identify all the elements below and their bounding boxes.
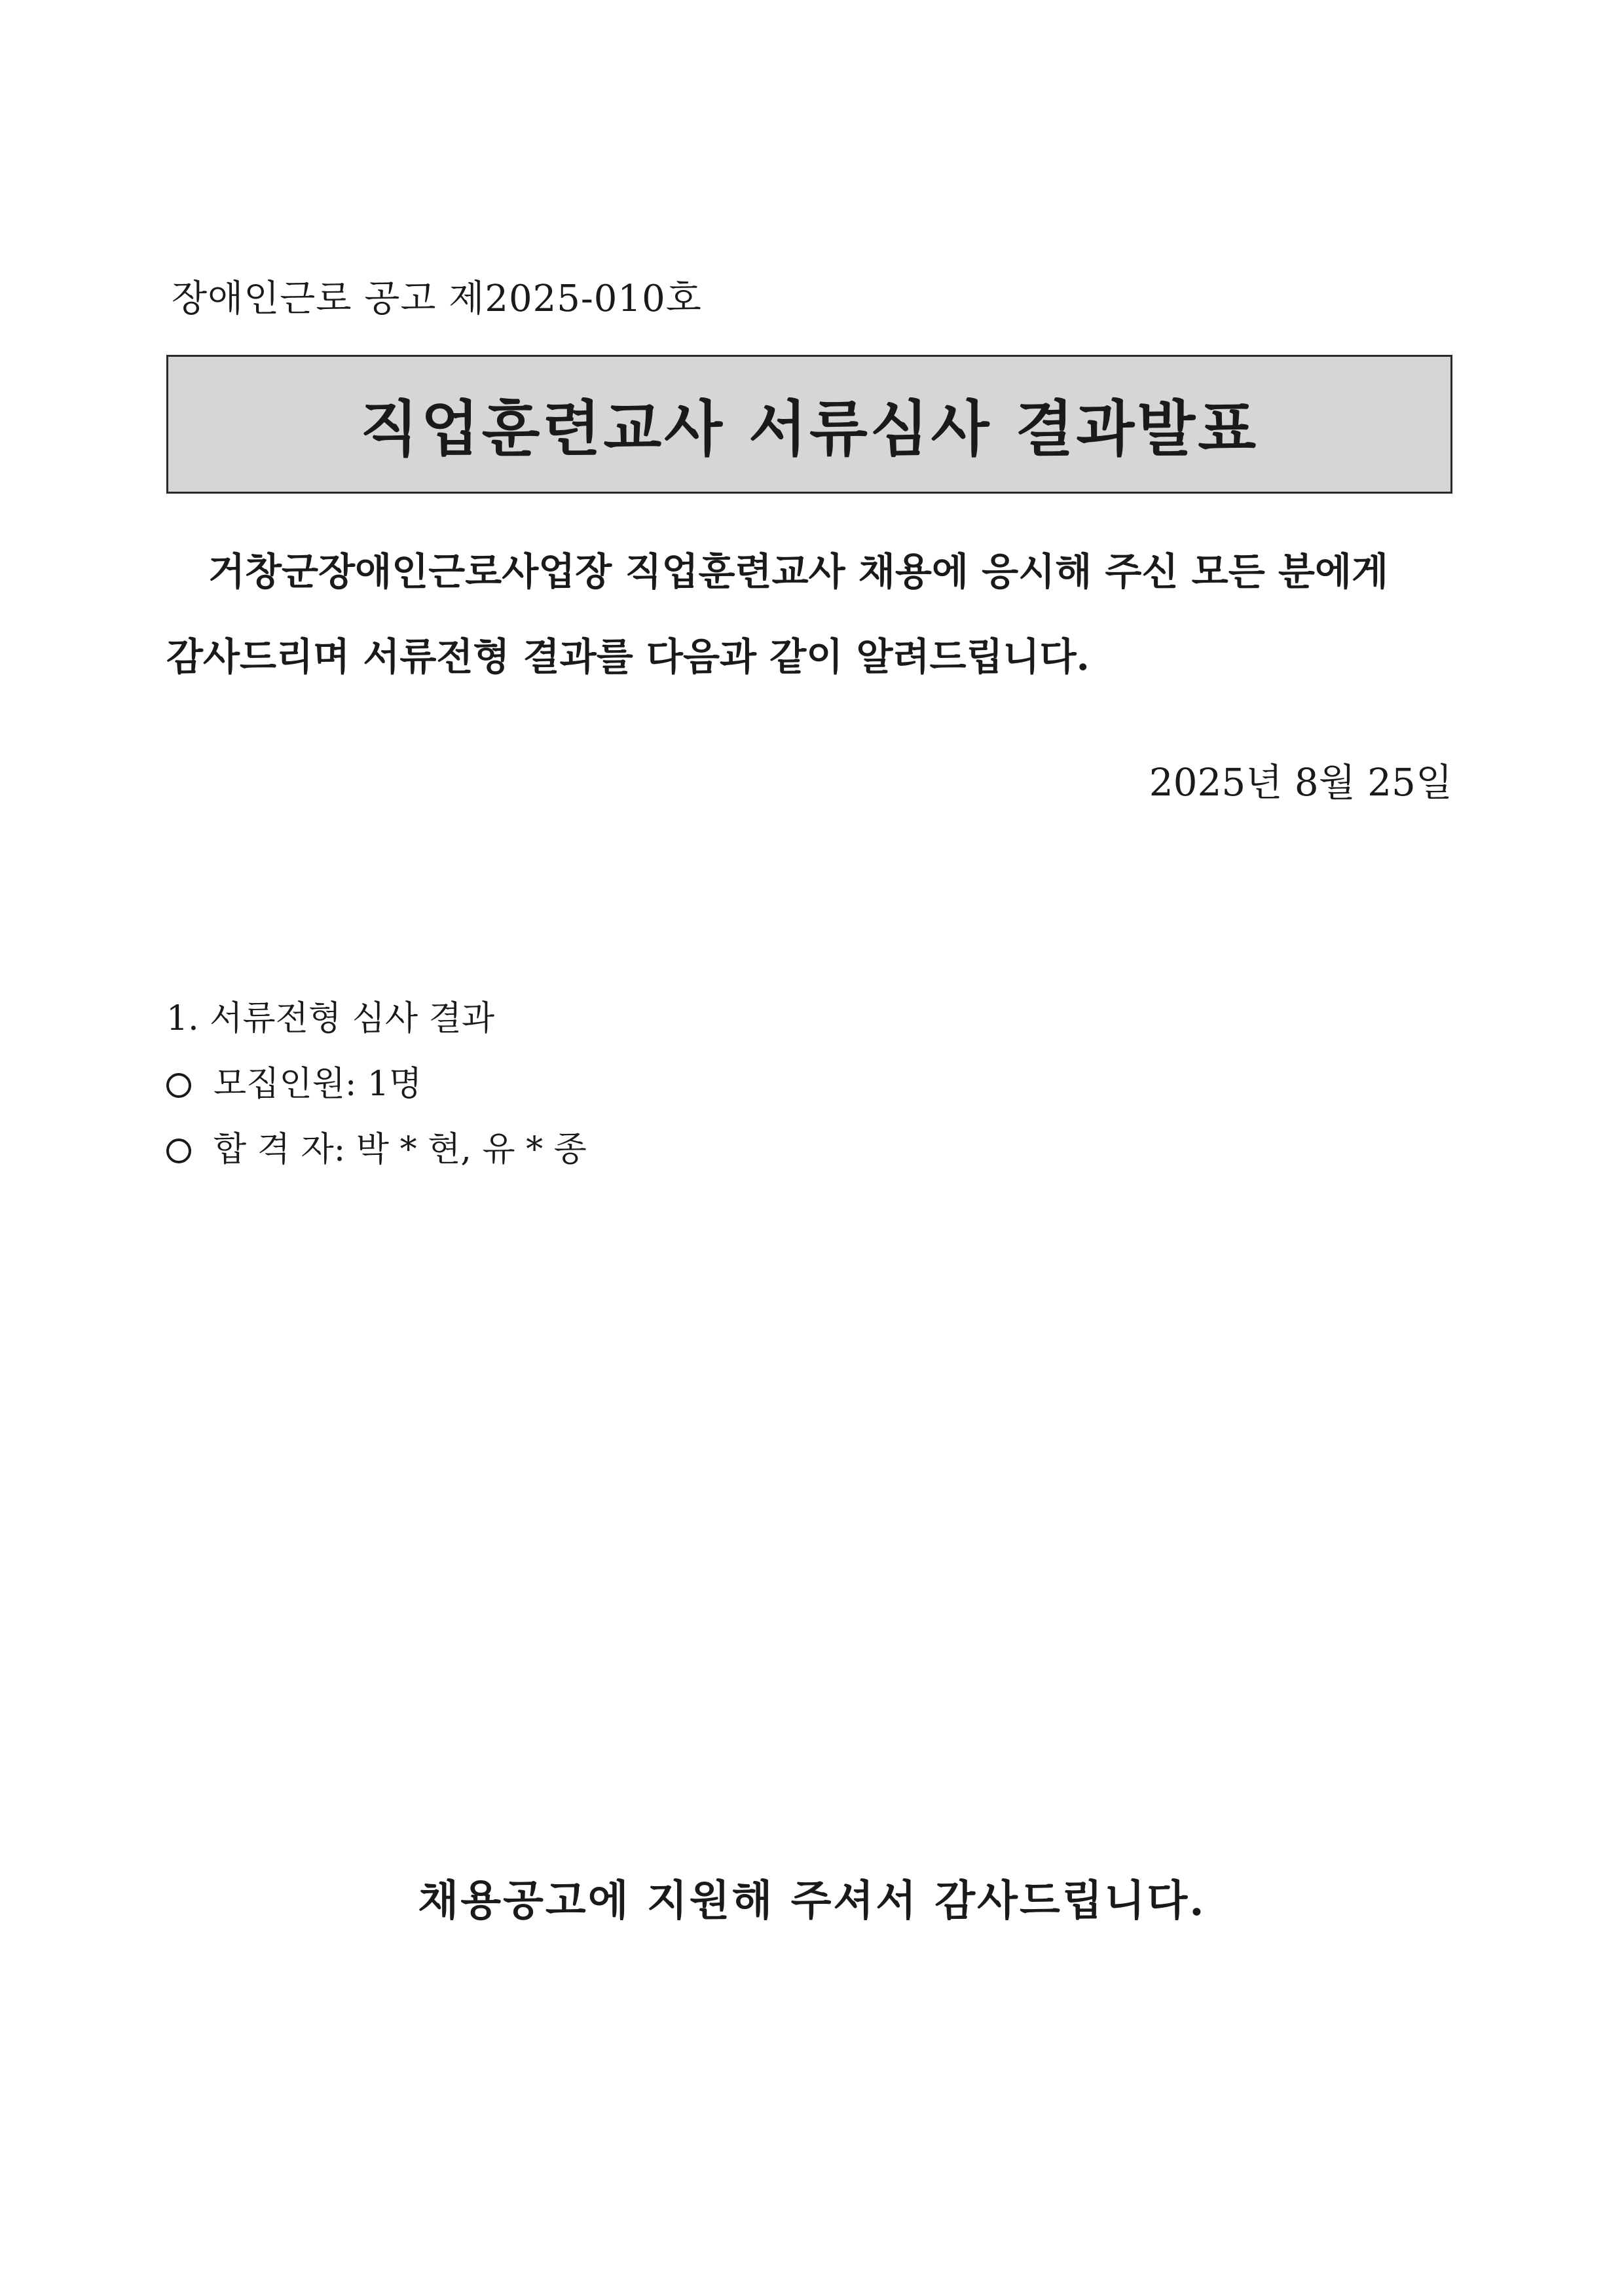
intro-line: 거창군장애인근로사업장 직업훈련교사 채용에 응시해 주신 모든 분에게 bbox=[208, 549, 1388, 594]
recruit-count-text: 모집인원: 1명 bbox=[213, 1065, 422, 1104]
page-title: 직업훈련교사 서류심사 결과발표 bbox=[360, 393, 1259, 464]
hollow-circle-icon bbox=[166, 1073, 191, 1098]
recruit-count-item bbox=[166, 1051, 587, 1117]
intro-line: 감사드리며 서류전형 결과를 다음과 같이 알려드립니다. bbox=[166, 634, 1090, 679]
title-banner bbox=[166, 355, 1452, 494]
announcement-date: 2025년 8월 25일 bbox=[1149, 760, 1452, 805]
passed-candidates-text: 합 격 자: 박 * 현, 유 * 종 bbox=[213, 1130, 587, 1169]
hollow-circle-icon bbox=[166, 1139, 191, 1163]
section-heading: 1. 서류전형 심사 결과 bbox=[166, 999, 495, 1038]
notice-number: 장애인근로 공고 제2025-010호 bbox=[172, 278, 702, 320]
closing-message: 채용공고에 지원해 주셔서 감사드립니다. bbox=[418, 1876, 1206, 1925]
result-section bbox=[166, 986, 587, 1182]
intro-paragraph bbox=[166, 529, 1452, 699]
passed-candidates-item bbox=[166, 1117, 587, 1182]
